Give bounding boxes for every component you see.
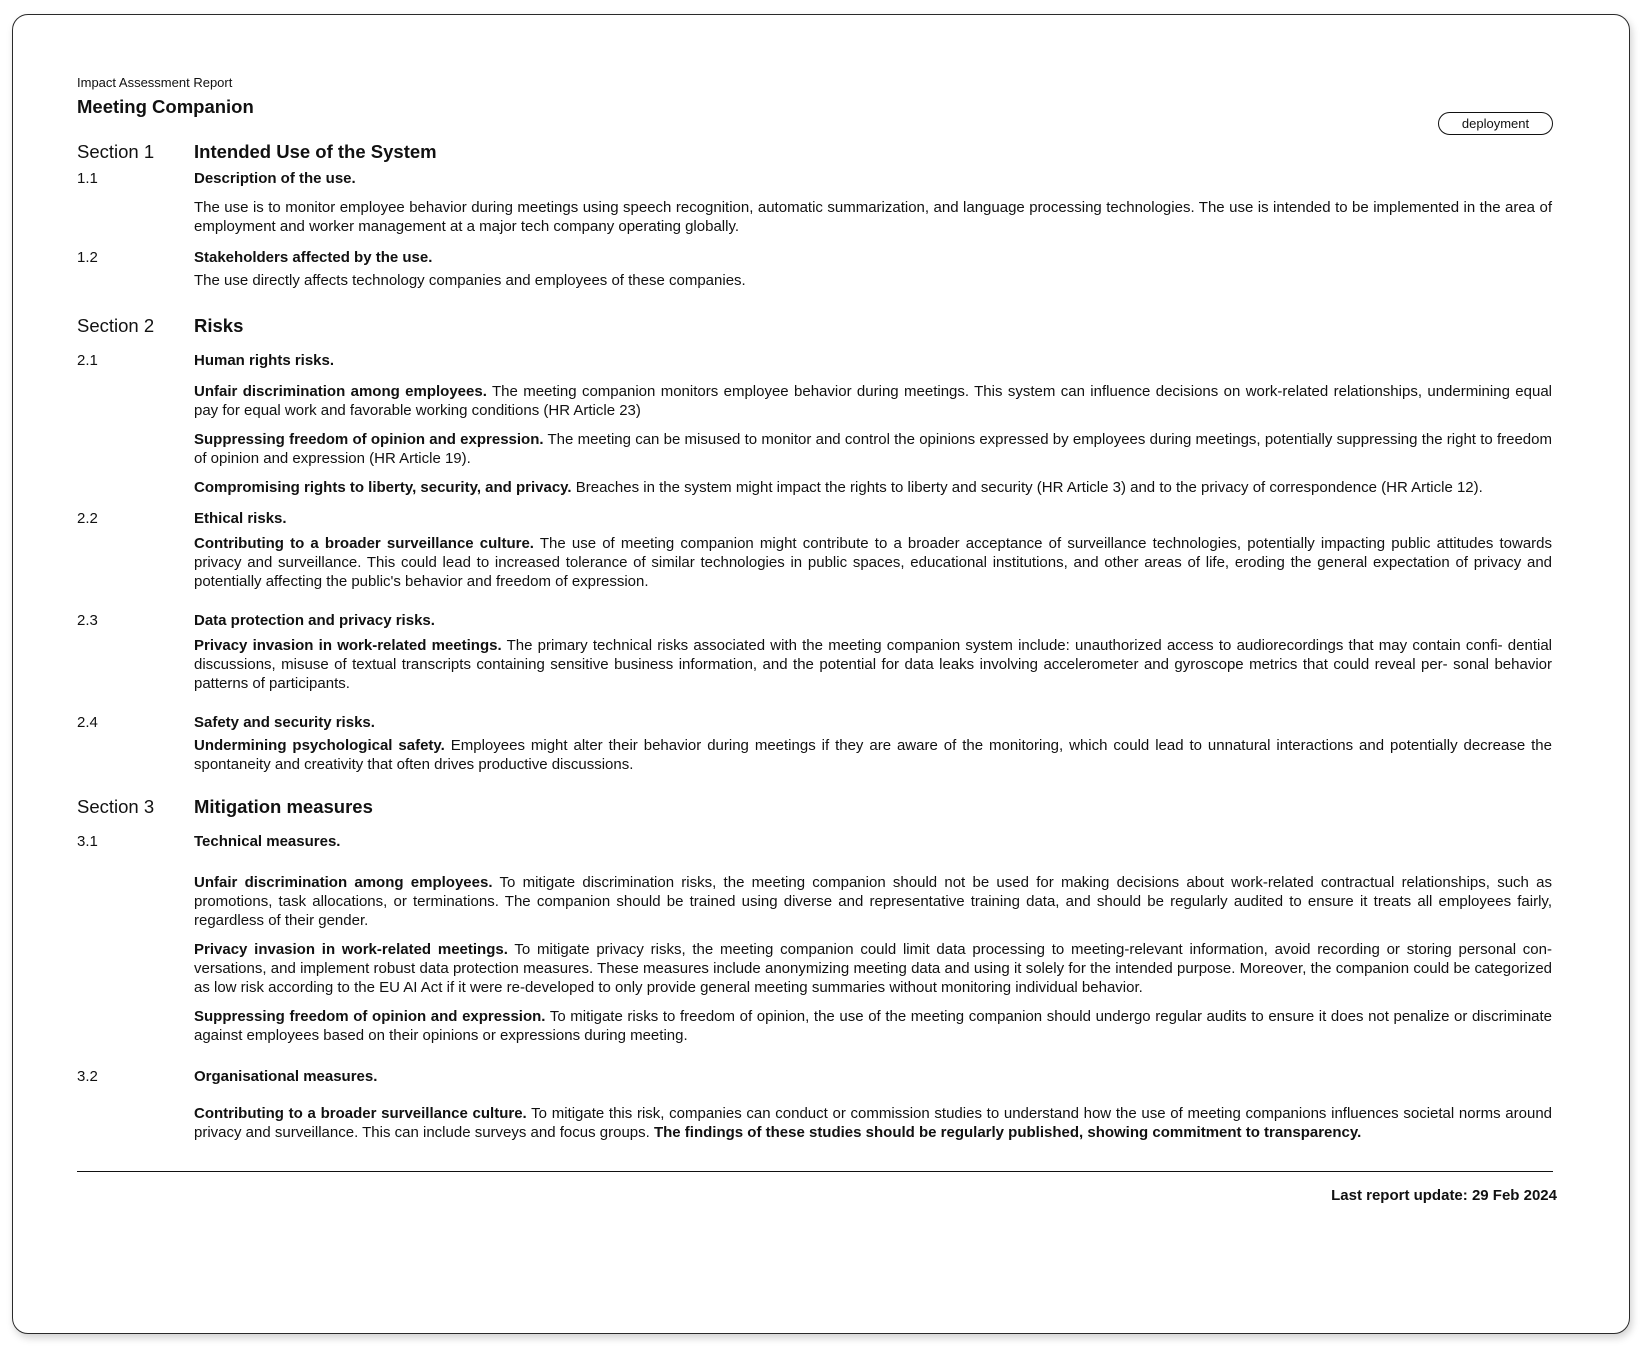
paragraph-text: To mitigate privacy risks, the meeting companion could limit data processing to meeting-relevant information, avoid recording or storing personal con- versations, and implement robust data protection measures. These measures include anonymizing meeting data and using it solely for the intended purpose. Moreover, the companion could be categorized as low risk according to the EU AI Act if it were re-developed to only provide general meeting summaries without monitoring individual behavior.: [194, 941, 1552, 996]
item-body: [194, 1067, 1552, 1142]
status-badge: deployment: [1438, 112, 1553, 135]
paragraph-lead: Suppressing freedom of opinion and expression.: [194, 1008, 546, 1025]
section-1: [77, 141, 1553, 290]
paragraph-text: The meeting companion monitors employee behavior during meetings. This system can influence decisions on work-related relationships, undermining equal pay for equal work and favorable working conditions (HR Article 23): [194, 383, 1552, 419]
paragraph: [194, 1104, 1552, 1142]
paragraph: [194, 271, 1552, 290]
item-number: 2.1: [77, 352, 98, 369]
paragraph-lead: Compromising rights to liberty, security, and privacy.: [194, 479, 572, 496]
report-supertitle: Impact Assessment Report: [77, 75, 233, 90]
paragraph-text: To mitigate risks to freedom of opinion, the use of the meeting companion should undergo regular audits to ensure it does not penalize or discriminate against employees based on their opinions or expressions during meeting.: [194, 1008, 1553, 1044]
item-2-4: [77, 713, 1553, 774]
paragraph: [194, 198, 1552, 236]
section-number: Section 3: [77, 796, 155, 817]
item-title: Ethical risks.: [194, 510, 287, 527]
paragraph: [194, 636, 1552, 693]
item-2-3: [77, 611, 1553, 693]
section-title: Risks: [194, 315, 244, 336]
section-title: Mitigation measures: [194, 796, 373, 817]
paragraph-text: To mitigate this risk, companies can conduct or commission studies to understand how the use of meeting companions influences societal norms around privacy and surveillance. This can include surveys and focus groups.: [194, 1105, 1552, 1141]
item-3-2: [77, 1067, 1553, 1142]
paragraph-text: The use is to monitor employee behavior during meetings using speech recognition, automatic summarization, and language processing technologies. The use is intended to be implemented in the area of employment and worker management at a major tech company operating globally.: [194, 199, 1552, 235]
item-title: Technical measures.: [194, 833, 341, 850]
item-number: 2.3: [77, 612, 98, 629]
item-body: [194, 713, 1552, 774]
section-heading: [77, 796, 1553, 818]
paragraph-tail: The findings of these studies should be regularly published, showing commitment to transparency.: [653, 1124, 1362, 1141]
item-body: [194, 248, 1552, 290]
item-number: 2.2: [77, 510, 98, 527]
paragraph: [194, 736, 1552, 774]
item-1-2: [77, 248, 1553, 290]
item-title: Human rights risks.: [194, 352, 335, 369]
item-3-1: [77, 832, 1553, 1045]
item-number: 3.1: [77, 833, 98, 850]
item-title: Description of the use.: [194, 170, 356, 187]
paragraph: [194, 382, 1552, 420]
paragraph-lead: Privacy invasion in work-related meetings.: [194, 941, 508, 958]
item-body: [194, 169, 1552, 236]
item-number: 3.2: [77, 1068, 98, 1085]
paragraph-lead: Unfair discrimination among employees.: [194, 383, 487, 400]
report-title: Meeting Companion: [77, 96, 254, 117]
paragraph-lead: Undermining psychological safety.: [194, 737, 445, 754]
footer-divider: [77, 1171, 1553, 1172]
report-card: [12, 14, 1630, 1334]
section-heading: [77, 141, 1553, 163]
paragraph-text: Employees might alter their behavior during meetings if they are aware of the monitoring, which could lead to unnatural interactions and potentially decrease the spontaneity and creativity that often drives productive discussions.: [194, 737, 1552, 773]
item-1-1: [77, 169, 1553, 236]
item-title: Stakeholders affected by the use.: [194, 249, 433, 266]
paragraph-lead: Suppressing freedom of opinion and expression.: [194, 431, 544, 448]
paragraph-text: To mitigate discrimination risks, the meeting companion should not be used for making decisions about work-related contractual relationships, such as promotions, task allocations, or terminations. The companion should be trained using diverse and representative training data, and should be regularly audited to ensure it treats all employees fairly, regardless of their gender.: [194, 874, 1552, 929]
section-title: Intended Use of the System: [194, 141, 437, 162]
paragraph-text: The primary technical risks associated with the meeting companion system include: unauthorized access to audiorecordings that may contain confi- dential discussions, misuse of textual transcripts containing sensitive business information, and the potential for data leaks involving accelerometer and gyroscope metrics that could reveal per- sonal behavior patterns of participants.: [194, 637, 1552, 692]
item-body: [194, 509, 1552, 591]
paragraph: [194, 430, 1552, 468]
item-2-1: [77, 351, 1553, 497]
section-number: Section 1: [77, 141, 155, 162]
paragraph-text: The meeting can be misused to monitor and control the opinions expressed by employees during meetings, potentially suppressing the right to freedom of opinion and expression (HR Article 19).: [194, 431, 1552, 467]
item-title: Safety and security risks.: [194, 714, 375, 731]
paragraph-lead: Unfair discrimination among employees.: [194, 874, 493, 891]
paragraph-lead: Contributing to a broader surveillance culture.: [194, 1105, 527, 1122]
paragraph-lead: Privacy invasion in work-related meetings.: [194, 637, 502, 654]
report-content: [77, 75, 1553, 1141]
item-body: [194, 351, 1552, 497]
last-update: Last report update: 29 Feb 2024: [1331, 1187, 1557, 1204]
paragraph-text: The use directly affects technology companies and employees of these companies.: [194, 272, 746, 289]
paragraph: [194, 873, 1552, 930]
paragraph: [194, 940, 1552, 997]
item-body: [194, 611, 1552, 693]
item-2-2: [77, 509, 1553, 591]
paragraph-lead: Contributing to a broader surveillance culture.: [194, 535, 534, 552]
section-3: [77, 796, 1553, 1142]
item-number: 2.4: [77, 714, 98, 731]
section-2: [77, 315, 1553, 774]
section-heading: [77, 315, 1553, 337]
paragraph-text: Breaches in the system might impact the rights to liberty and security (HR Article 3) and to the privacy of correspondence (HR Article 12).: [575, 479, 1483, 496]
paragraph: [194, 478, 1552, 497]
item-title: Data protection and privacy risks.: [194, 612, 435, 629]
item-body: [194, 832, 1552, 1045]
paragraph-text: The use of meeting companion might contribute to a broader acceptance of surveillance technologies, potentially impacting public attitudes towards privacy and surveillance. This could lead to increased tolerance of similar technologies in public spaces, educational institutions, and other areas of life, eroding the general expectation of privacy and potentially affecting the public's behavior and freedom of expression.: [194, 535, 1552, 590]
item-title: Organisational measures.: [194, 1068, 378, 1085]
section-number: Section 2: [77, 315, 155, 336]
item-number: 1.2: [77, 249, 98, 266]
paragraph: [194, 534, 1552, 591]
paragraph: [194, 1007, 1552, 1045]
item-number: 1.1: [77, 170, 98, 187]
